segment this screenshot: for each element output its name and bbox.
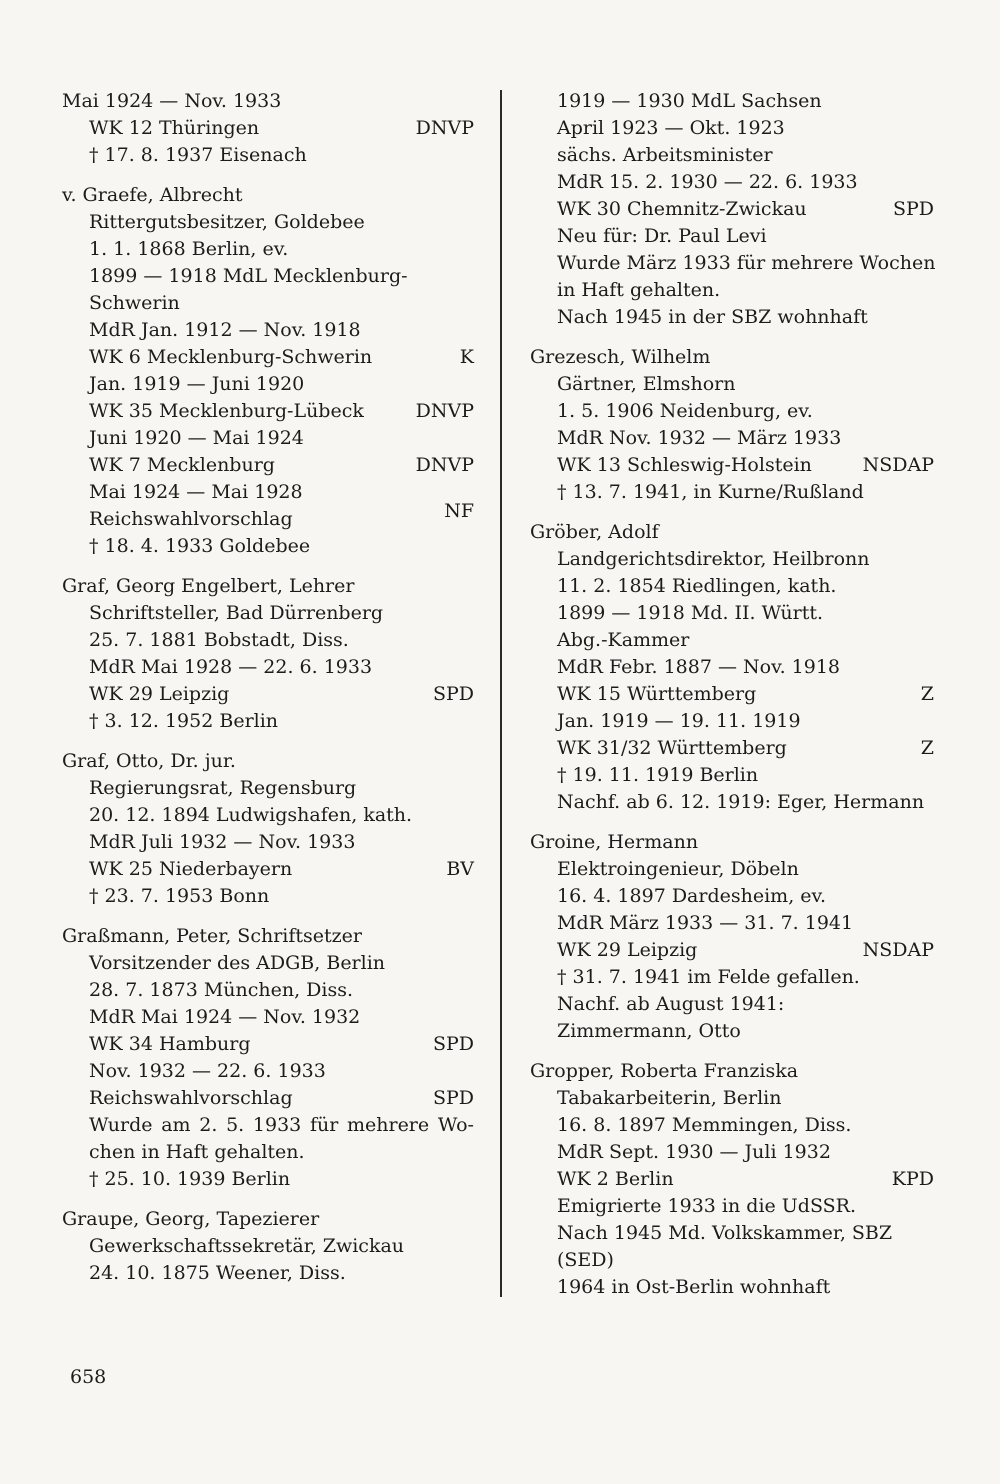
entry-text: Juni 1920 — Mai 1924 [89,427,304,449]
entry-text: MdR 15. 2. 1930 — 22. 6. 1933 [557,171,858,193]
biography-entry [530,829,934,1045]
entry-name-line [530,519,934,546]
entry-text: MdR Febr. 1887 — Nov. 1918 [557,656,840,678]
entry-detail-line [530,937,934,964]
entry-detail-line [62,236,474,263]
party-label: DNVP [415,454,474,476]
entry-text: 16. 4. 1897 Dardesheim, ev. [557,885,827,907]
entry-text: Zimmermann, Otto [557,1020,741,1042]
party-label: BV [446,858,474,880]
party-label: DNVP [415,117,474,139]
entry-text: MdR Juli 1932 — Nov. 1933 [89,831,356,853]
entry-detail-line [530,910,934,937]
entry-text: 24. 10. 1875 Weener, Diss. [89,1262,346,1284]
entry-detail-line [62,856,474,883]
entry-text: 1. 5. 1906 Neidenburg, ev. [557,400,813,422]
entry-detail-line [62,1085,474,1112]
entry-text: 1964 in Ost-Berlin wohnhaft [557,1276,831,1298]
biography-entry [62,182,474,560]
entry-text: in Haft gehalten. [557,279,721,301]
entry-text: Nach 1945 Md. Volkskammer, SBZ [557,1222,893,1244]
entry-text: WK 30 Chemnitz-Zwickau [557,198,807,220]
right-column [530,88,934,1314]
entry-text: Nach 1945 in der SBZ wohnhaft [557,306,868,328]
entry-text: Nachf. ab August 1941: [557,993,785,1015]
entry-detail-line [530,1247,934,1274]
entry-text: † 18. 4. 1933 Goldebee [89,535,311,557]
entry-text: WK 6 Mecklenburg-Schwerin [89,346,373,368]
entry-detail-line [530,1112,934,1139]
entry-text: Gröber, Adolf [530,521,659,543]
biography-entry [530,1058,934,1301]
entry-word: Wo- [437,1114,474,1136]
entry-text: Neu für: Dr. Paul Levi [557,225,767,247]
entry-text: WK 7 Mecklenburg [89,454,275,476]
biography-entry-continuation [530,88,934,331]
entry-text: sächs. Arbeitsminister [557,144,773,166]
entry-detail-line [62,317,474,344]
party-label: K [459,346,474,368]
entry-detail-line [62,1260,474,1287]
entry-text: Mai 1924 — Mai 1928 [89,481,303,503]
entry-text: Jan. 1919 — Juni 1920 [89,373,305,395]
entry-text: MdR Jan. 1912 — Nov. 1918 [89,319,361,341]
entry-detail-line [530,964,934,991]
entry-text: 1. 1. 1868 Berlin, ev. [89,238,289,260]
entry-name-line [530,344,934,371]
entry-word: 1933 [252,1114,302,1136]
entry-text: Vorsitzender des ADGB, Berlin [89,952,386,974]
entry-name-line [62,88,474,115]
entry-detail-line [530,115,934,142]
entry-text: † 3. 12. 1952 Berlin [89,710,279,732]
entry-detail-line [62,1166,474,1193]
left-column [62,88,474,1300]
entry-word: am [161,1114,191,1136]
entry-detail-line [62,344,474,371]
entry-name-line [62,923,474,950]
entry-text: 1899 — 1918 Md. II. Württ. [557,602,823,624]
entry-text: Graf, Georg Engelbert, Lehrer [62,575,355,597]
entry-text: MdR Nov. 1932 — März 1933 [557,427,842,449]
entry-detail-line [62,829,474,856]
entry-detail-line [530,1220,934,1247]
entry-detail-line [62,654,474,681]
party-label: SPD [432,1087,474,1109]
entry-detail-line [530,223,934,250]
party-label: KPD [891,1168,934,1190]
entry-detail-line [530,546,934,573]
entry-text: Emigrierte 1933 in die UdSSR. [557,1195,857,1217]
entry-detail-line [530,735,934,762]
entry-detail-line [62,681,474,708]
entry-detail-line [62,533,474,560]
entry-detail-line [530,88,934,115]
entry-detail-line [530,1139,934,1166]
entry-text: 11. 2. 1854 Riedlingen, kath. [557,575,837,597]
entry-detail-line [530,425,934,452]
biography-entry [530,519,934,816]
entry-text: Schwerin [89,292,180,314]
party-label: Z [920,683,934,705]
entry-detail-line [62,142,474,169]
entry-detail-line [62,500,474,533]
party-label: NSDAP [862,454,934,476]
entry-detail-line [62,950,474,977]
entry-text: Graf, Otto, Dr. jur. [62,750,236,772]
party-label: DNVP [415,400,474,422]
entry-detail-line [62,1112,474,1139]
party-label: SPD [432,683,474,705]
entry-detail-line [62,708,474,735]
entry-text: 16. 8. 1897 Memmingen, Diss. [557,1114,852,1136]
entry-text: WK 31/32 Württemberg [557,737,787,759]
entry-text: MdR Mai 1924 — Nov. 1932 [89,1006,361,1028]
entry-detail-line [62,883,474,910]
entry-detail-line [530,762,934,789]
entry-detail-line [62,802,474,829]
entry-detail-line [530,1085,934,1112]
entry-text [89,1112,474,1139]
entry-text: WK 12 Thüringen [89,117,260,139]
entry-text: Graßmann, Peter, Schriftsetzer [62,925,362,947]
entry-text: WK 34 Hamburg [89,1033,251,1055]
entry-detail-line [62,1139,474,1166]
entry-text: WK 35 Mecklenburg-Lübeck [89,400,364,422]
entry-detail-line [530,398,934,425]
party-label: Z [920,737,934,759]
entry-detail-line [62,263,474,290]
entry-detail-line [530,250,934,277]
entry-detail-line [62,1031,474,1058]
entry-detail-line [62,209,474,236]
entry-detail-line [62,479,474,506]
entry-text: MdR März 1933 — 31. 7. 1941 [557,912,854,934]
biography-entry [62,573,474,735]
entry-word: 2. [199,1114,218,1136]
entry-name-line [62,1206,474,1233]
entry-detail-line [530,883,934,910]
entry-text: Reichswahlvorschlag [89,508,293,530]
entry-detail-line [530,600,934,627]
entry-text: MdR Mai 1928 — 22. 6. 1933 [89,656,373,678]
entry-word: Wurde [89,1114,153,1136]
entry-detail-line [530,681,934,708]
entry-text: WK 25 Niederbayern [89,858,293,880]
entry-text: Mai 1924 — Nov. 1933 [62,90,282,112]
entry-detail-line [62,600,474,627]
entry-text: WK 29 Leipzig [557,939,698,961]
entry-text: WK 2 Berlin [557,1168,674,1190]
entry-text: 28. 7. 1873 München, Diss. [89,979,354,1001]
entry-detail-line [530,991,934,1018]
entry-text: Elektroingenieur, Döbeln [557,858,799,880]
entry-detail-line [62,371,474,398]
party-label: SPD [432,1033,474,1055]
entry-name-line [530,829,934,856]
biography-entry [530,344,934,506]
entry-text: † 13. 7. 1941, in Kurne/Rußland [557,481,864,503]
entry-detail-line [530,654,934,681]
entry-detail-line [530,789,934,816]
entry-detail-line [530,371,934,398]
entry-detail-line [62,977,474,1004]
entry-detail-line [530,277,934,304]
entry-text: WK 15 Württemberg [557,683,757,705]
column-divider [500,90,502,1297]
entry-detail-line [530,1274,934,1301]
entry-word: mehrere [346,1114,430,1136]
entry-text: † 23. 7. 1953 Bonn [89,885,270,907]
biography-entry [62,923,474,1193]
entry-text: Gropper, Roberta Franziska [530,1060,799,1082]
entry-text: Rittergutsbesitzer, Goldebee [89,211,365,233]
entry-text: Grezesch, Wilhelm [530,346,711,368]
entry-detail-line [530,479,934,506]
biography-entry [62,88,474,169]
party-label: SPD [892,198,934,220]
entry-detail-line [62,1233,474,1260]
entry-text: Groine, Hermann [530,831,699,853]
entry-detail-line [530,1018,934,1045]
entry-detail-line [530,142,934,169]
entry-text: WK 13 Schleswig-Holstein [557,454,812,476]
entry-detail-line [530,1166,934,1193]
entry-text: † 25. 10. 1939 Berlin [89,1168,291,1190]
entry-detail-line [62,115,474,142]
entry-text: (SED) [557,1249,614,1271]
entry-text: † 17. 8. 1937 Eisenach [89,144,307,166]
entry-text: Tabakarbeiterin, Berlin [557,1087,782,1109]
entry-text: Landgerichtsdirektor, Heilbronn [557,548,870,570]
entry-name-line [62,573,474,600]
entry-detail-line [530,627,934,654]
party-label: NSDAP [862,939,934,961]
entry-text: Gewerkschaftssekretär, Zwickau [89,1235,405,1257]
entry-text: Jan. 1919 — 19. 11. 1919 [557,710,801,732]
entry-name-line [62,182,474,209]
entry-detail-line [530,1193,934,1220]
entry-name-line [62,748,474,775]
entry-detail-line [530,304,934,331]
entry-text: 1919 — 1930 MdL Sachsen [557,90,822,112]
entry-text: Schriftsteller, Bad Dürrenberg [89,602,384,624]
entry-detail-line [62,1004,474,1031]
biography-entry [62,748,474,910]
entry-text: April 1923 — Okt. 1923 [557,117,785,139]
entry-detail-line [530,573,934,600]
biography-entry [62,1206,474,1287]
entry-word: für [309,1114,339,1136]
entry-text: Reichswahlvorschlag [89,1087,293,1109]
entry-text: Wurde März 1933 für mehrere Wochen [557,252,936,274]
entry-text: 25. 7. 1881 Bobstadt, Diss. [89,629,349,651]
entry-detail-line [62,425,474,452]
entry-text: † 19. 11. 1919 Berlin [557,764,759,786]
party-label: NF [444,500,474,522]
entry-detail-line [62,290,474,317]
entry-text: 1899 — 1918 MdL Mecklenburg- [89,265,408,287]
entry-detail-line [62,627,474,654]
entry-text: chen in Haft gehalten. [89,1141,305,1163]
entry-text: Gärtner, Elmshorn [557,373,736,395]
entry-detail-line [530,708,934,735]
entry-detail-line [62,452,474,479]
entry-word: 5. [226,1114,245,1136]
entry-text: Graupe, Georg, Tapezierer [62,1208,320,1230]
entry-detail-line [530,169,934,196]
entry-text: Nachf. ab 6. 12. 1919: Eger, Hermann [557,791,925,813]
entry-detail-line [530,452,934,479]
entry-name-line [530,1058,934,1085]
entry-detail-line [62,1058,474,1085]
entry-detail-line [62,775,474,802]
entry-text: † 31. 7. 1941 im Felde gefallen. [557,966,860,988]
page-number: 658 [70,1366,107,1388]
entry-detail-line [530,196,934,223]
entry-text: Regierungsrat, Regensburg [89,777,357,799]
entry-text: Abg.-Kammer [557,629,690,651]
entry-text: 20. 12. 1894 Ludwigshafen, kath. [89,804,413,826]
entry-detail-line [530,856,934,883]
entry-text: WK 29 Leipzig [89,683,230,705]
entry-text: Nov. 1932 — 22. 6. 1933 [89,1060,326,1082]
entry-text: v. Graefe, Albrecht [62,184,243,206]
entry-detail-line [62,398,474,425]
entry-text: MdR Sept. 1930 — Juli 1932 [557,1141,831,1163]
